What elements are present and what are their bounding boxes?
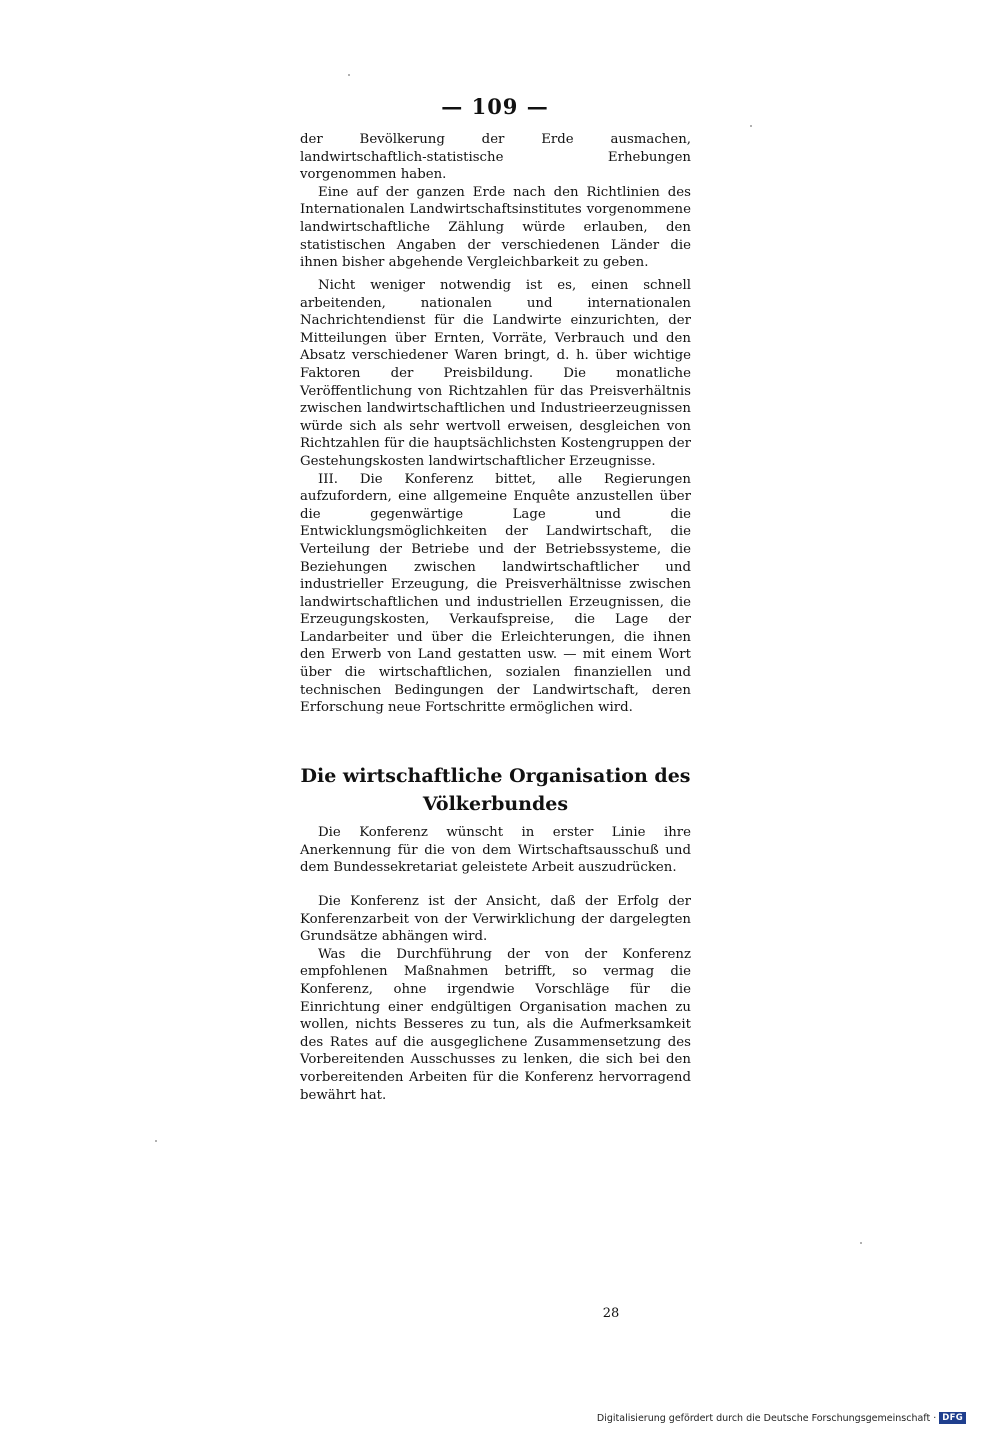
paragraph: Eine auf der ganzen Erde nach den Richtlinien des Internationalen Landwirtschaftsinstitutes vorgenommene landwirtschaftliche Zählung würde erlauben, den statistischen Angaben der verschiedenen Länder die ihnen bisher abgehende Vergleichbarkeit zu geben. bbox=[300, 184, 691, 271]
paragraph: Nicht weniger notwendig ist es, einen schnell arbeitenden, nationalen und internationalen Nachrichtendienst für die Landwirte einzurichten, der Mitteilungen über Ernten, Vorräte, Verbrauch und den Absatz verschiedener Waren bringt, d. h. über wichtige Faktoren der Preisbildung. Die monatliche Veröffentlichung von Richtzahlen für das Preisverhältnis zwischen landwirtschaftlichen und Industrieerzeugnissen würde sich als sehr wertvoll erweisen, desgleichen von Richtzahlen für die hauptsächlichsten Kostengruppen der Gestehungskosten landwirtschaftlicher Erzeugnisse. bbox=[300, 278, 691, 469]
paragraph: Die Konferenz wünscht in erster Linie ihre Anerkennung für die von dem Wirtschaftsausschuß und dem Bundessekretariat geleistete Arbeit auszudrücken. bbox=[300, 825, 691, 876]
section-heading bbox=[300, 762, 691, 818]
scan-speck bbox=[155, 1140, 157, 1142]
paragraph: der Bevölkerung der Erde ausmachen, landwirtschaftlich-statistische Erhebungen vorgenommen haben. bbox=[300, 132, 691, 183]
section-heading-line: Die wirtschaftliche Organisation des bbox=[300, 765, 691, 787]
text-block-4 bbox=[300, 893, 691, 1104]
paragraph: Die Konferenz ist der Ansicht, daß der Erfolg der Konferenzarbeit von der Verwirklichung der dargelegten Grundsätze abhängen wird. bbox=[300, 894, 691, 945]
footer-text: Digitalisierung gefördert durch die Deutsche Forschungsgemeinschaft · bbox=[596, 1412, 937, 1424]
sheet-number: 28 bbox=[602, 1306, 620, 1321]
text-block-2 bbox=[300, 277, 691, 717]
section-heading-line: Völkerbundes bbox=[422, 793, 569, 815]
scan-speck bbox=[750, 125, 752, 127]
paragraph: III. Die Konferenz bittet, alle Regierungen aufzufordern, eine allgemeine Enquête anzustellen über die gegenwärtige Lage und die Entwicklungsmöglichkeiten der Landwirtschaft, die Verteilung der Betriebe und der Betriebssysteme, die Beziehungen zwischen landwirtschaftlicher und industrieller Erzeugung, die Preisverhältnisse zwischen landwirtschaftlichen und industriellen Erzeugnissen, die Erzeugungskosten, Verkaufspreise, die Lage der Landarbeiter und über die Erleichterungen, die ihnen den Erwerb von Land gestatten usw. — mit einem Wort über die wirtschaftlichen, sozialen finanziellen und technischen Bedingungen der Landwirtschaft, deren Erforschung neue Fortschritte ermöglichen wird. bbox=[300, 471, 691, 716]
dfg-logo: DFG bbox=[939, 1412, 966, 1424]
footer-credit bbox=[597, 1412, 966, 1424]
text-block-3 bbox=[300, 824, 691, 877]
scan-speck bbox=[860, 1242, 862, 1244]
text-block-1 bbox=[300, 131, 691, 272]
scan-speck bbox=[348, 74, 350, 76]
page-number: — 109 — bbox=[441, 94, 549, 119]
paragraph: Was die Durchführung der von der Konferenz empfohlenen Maßnahmen betrifft, so vermag die Konferenz, ohne irgendwie Vorschläge für die Einrichtung einer endgültigen Organisation machen zu wollen, nichts Besseres zu tun, als die Aufmerksamkeit des Rates auf die ausgeglichene Zusammensetzung des Vorbereitenden Ausschusses zu lenken, die sich bei den vorbereitenden Arbeiten für die Konferenz hervorragend bewährt hat. bbox=[300, 946, 691, 1103]
